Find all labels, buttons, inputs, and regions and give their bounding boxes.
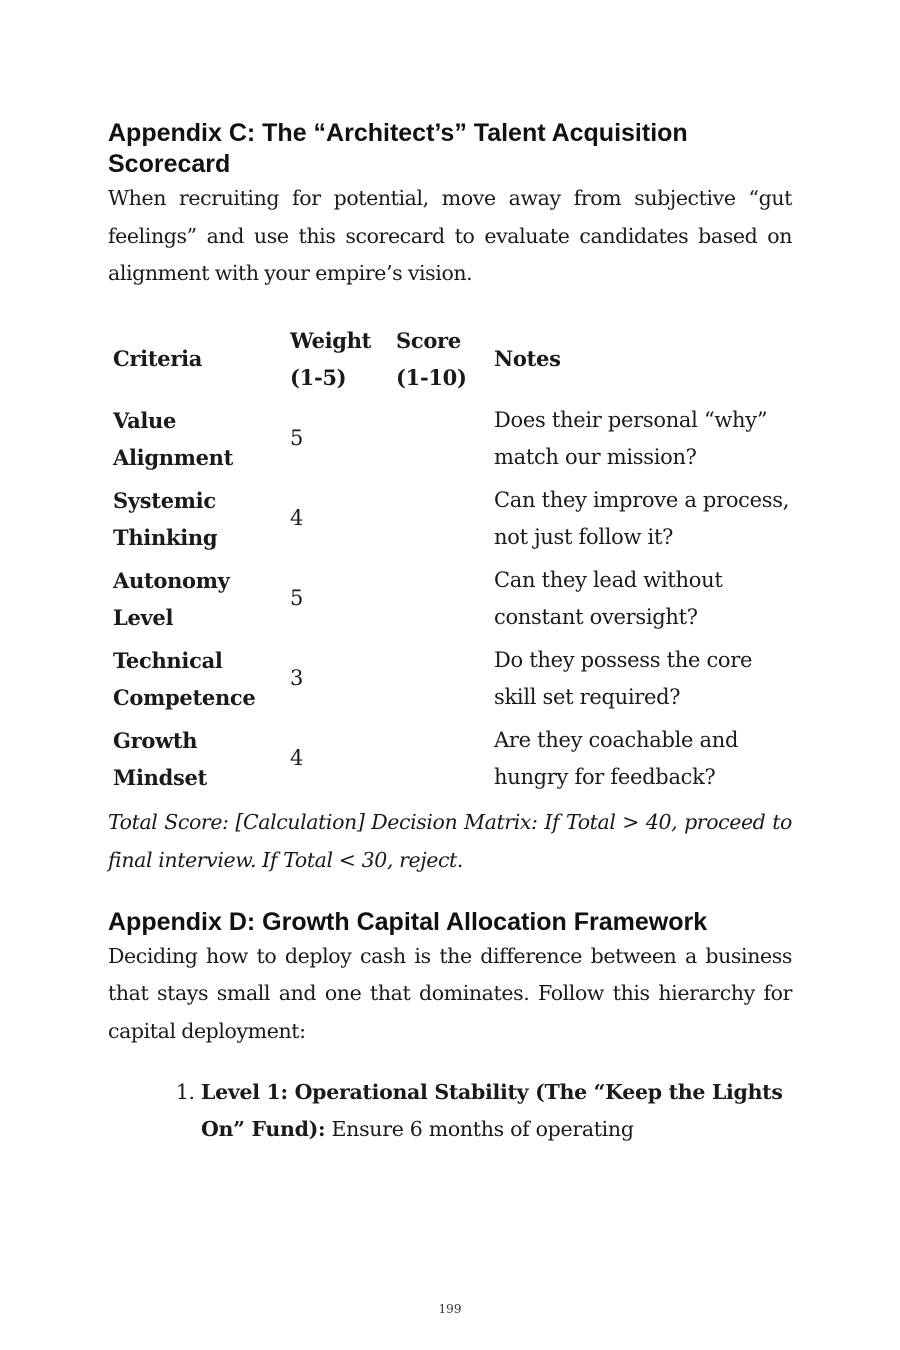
row-criteria: Growth Mindset: [113, 727, 207, 790]
table-row: [108, 639, 798, 719]
table-row: [108, 479, 798, 559]
list-item: [201, 1074, 792, 1148]
header-notes: Notes: [494, 346, 561, 371]
row-notes: Does their personal “why” match our mission?: [494, 407, 768, 469]
header-criteria: Criteria: [113, 346, 203, 371]
row-criteria: Systemic Thinking: [113, 487, 218, 550]
table-header-row: [108, 319, 798, 399]
row-weight: 4: [290, 506, 304, 530]
row-score: [391, 399, 489, 479]
row-weight: 5: [290, 426, 304, 450]
row-notes: Can they improve a process, not just follow it?: [494, 487, 790, 549]
header-weight: Weight (1-5): [290, 327, 372, 390]
total-score-note: Total Score: [Calculation] Decision Matrix: If Total > 40, proceed to final interview. If Total < 30, reject.: [108, 809, 792, 872]
scorecard-table: [108, 319, 798, 799]
row-notes: Can they lead without constant oversight?: [494, 567, 723, 629]
appendix-c-heading: Appendix C: The “Architect’s” Talent Acquisition Scorecard: [108, 119, 688, 178]
row-notes: Are they coachable and hungry for feedback?: [494, 727, 739, 789]
appendix-d-heading: Appendix D: Growth Capital Allocation Framework: [108, 907, 708, 936]
row-score: [391, 639, 489, 719]
table-row: [108, 719, 798, 799]
row-weight: 5: [290, 586, 304, 610]
table-row: [108, 399, 798, 479]
page-content: [108, 118, 792, 1148]
row-score: [391, 719, 489, 799]
page-number: 199: [438, 1302, 462, 1316]
row-criteria: Technical Competence: [113, 647, 256, 710]
row-criteria: Autonomy Level: [113, 567, 230, 630]
row-weight: 4: [290, 746, 304, 770]
capital-hierarchy-list: [108, 1074, 792, 1148]
level-title: Level 1: Operational Stability (The “Keep the Lights On” Fund):: [201, 1080, 783, 1141]
row-weight: 3: [290, 666, 304, 690]
header-score: Score (1-10): [396, 327, 467, 390]
row-score: [391, 559, 489, 639]
table-row: [108, 559, 798, 639]
appendix-c-intro: When recruiting for potential, move away from subjective “gut feelings” and use this scorecard to evaluate candidates based on alignment with your empire’s vision.: [108, 186, 792, 285]
appendix-d-intro: Deciding how to deploy cash is the difference between a business that stays small and one that dominates. Follow this hierarchy for capital deployment:: [108, 943, 792, 1043]
row-criteria: Value Alignment: [113, 407, 234, 470]
level-text: Ensure 6 months of operating: [325, 1117, 634, 1141]
row-score: [391, 479, 489, 559]
row-notes: Do they possess the core skill set required?: [494, 647, 753, 709]
